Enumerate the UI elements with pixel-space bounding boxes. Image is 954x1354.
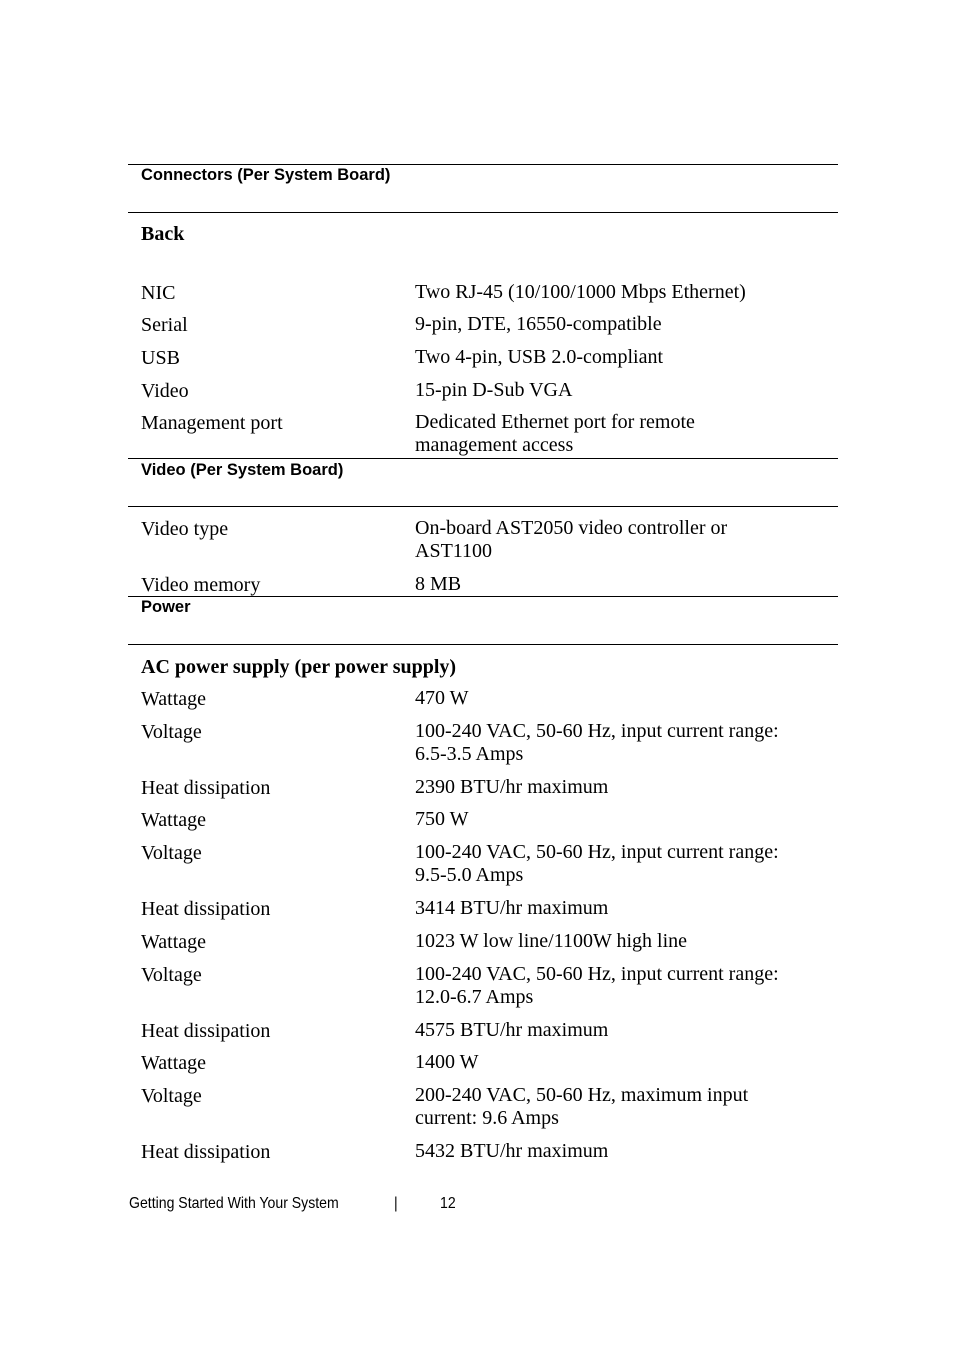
spec-value-heat-dissipation: 2390 BTU/hr maximum [415,776,609,798]
connectors-bottom-rule [128,212,838,213]
spec-label-serial: Serial [141,314,188,336]
connectors-section-title: Connectors (Per System Board) [141,166,391,184]
spec-label-voltage: Voltage [141,721,202,743]
spec-value-management-port: Dedicated Ethernet port for remote management access [415,411,695,456]
spec-label-nic: NIC [141,282,176,304]
spec-value-usb: Two 4-pin, USB 2.0-compliant [415,346,664,368]
spec-label-heat-dissipation: Heat dissipation [141,898,271,920]
spec-label-wattage: Wattage [141,688,207,710]
spec-value-wattage: 1023 W low line/1100W high line [415,930,688,952]
spec-label-heat-dissipation: Heat dissipation [141,1141,271,1163]
spec-label-video-type: Video type [141,518,229,540]
spec-label-wattage: Wattage [141,931,207,953]
video-bottom-rule [128,506,838,507]
spec-value-wattage: 470 W [415,687,469,709]
spec-value-heat-dissipation: 3414 BTU/hr maximum [415,897,609,919]
spec-value-voltage: 100-240 VAC, 50-60 Hz, input current range: 9.5-5.0 Amps [415,841,779,886]
spec-label-usb: USB [141,347,180,369]
spec-value-heat-dissipation: 5432 BTU/hr maximum [415,1140,609,1162]
spec-label-heat-dissipation: Heat dissipation [141,777,271,799]
footer-separator: | [394,1195,398,1212]
spec-value-wattage: 750 W [415,808,469,830]
spec-value-voltage: 100-240 VAC, 50-60 Hz, input current range: 12.0-6.7 Amps [415,963,779,1008]
page-number: 12 [440,1195,456,1212]
spec-value-video-memory: 8 MB [415,573,462,595]
spec-label-heat-dissipation: Heat dissipation [141,1020,271,1042]
power-section-title: Power [141,598,191,616]
footer-title: Getting Started With Your System [129,1195,339,1212]
spec-label-wattage: Wattage [141,809,207,831]
video-section-title: Video (Per System Board) [141,461,344,479]
ac-power-supply-heading: AC power supply (per power supply) [141,656,457,678]
spec-value-video-type: On-board AST2050 video controller or AST1100 [415,517,728,562]
spec-value-nic: Two RJ-45 (10/100/1000 Mbps Ethernet) [415,281,746,303]
spec-label-voltage: Voltage [141,1085,202,1107]
spec-value-voltage: 200-240 VAC, 50-60 Hz, maximum input current: 9.6 Amps [415,1084,749,1129]
spec-value-wattage: 1400 W [415,1051,479,1073]
spec-label-voltage: Voltage [141,842,202,864]
spec-value-video: 15-pin D-Sub VGA [415,379,573,401]
power-bottom-rule [128,644,838,645]
back-heading: Back [141,223,185,245]
video-top-rule [128,458,838,459]
spec-value-voltage: 100-240 VAC, 50-60 Hz, input current range: 6.5-3.5 Amps [415,720,779,765]
spec-value-serial: 9-pin, DTE, 16550-compatible [415,313,662,335]
spec-value-heat-dissipation: 4575 BTU/hr maximum [415,1019,609,1041]
spec-label-management-port: Management port [141,412,283,434]
spec-label-video-memory: Video memory [141,574,261,596]
spec-label-wattage: Wattage [141,1052,207,1074]
power-top-rule [128,596,838,597]
spec-label-voltage: Voltage [141,964,202,986]
spec-label-video: Video [141,380,189,402]
